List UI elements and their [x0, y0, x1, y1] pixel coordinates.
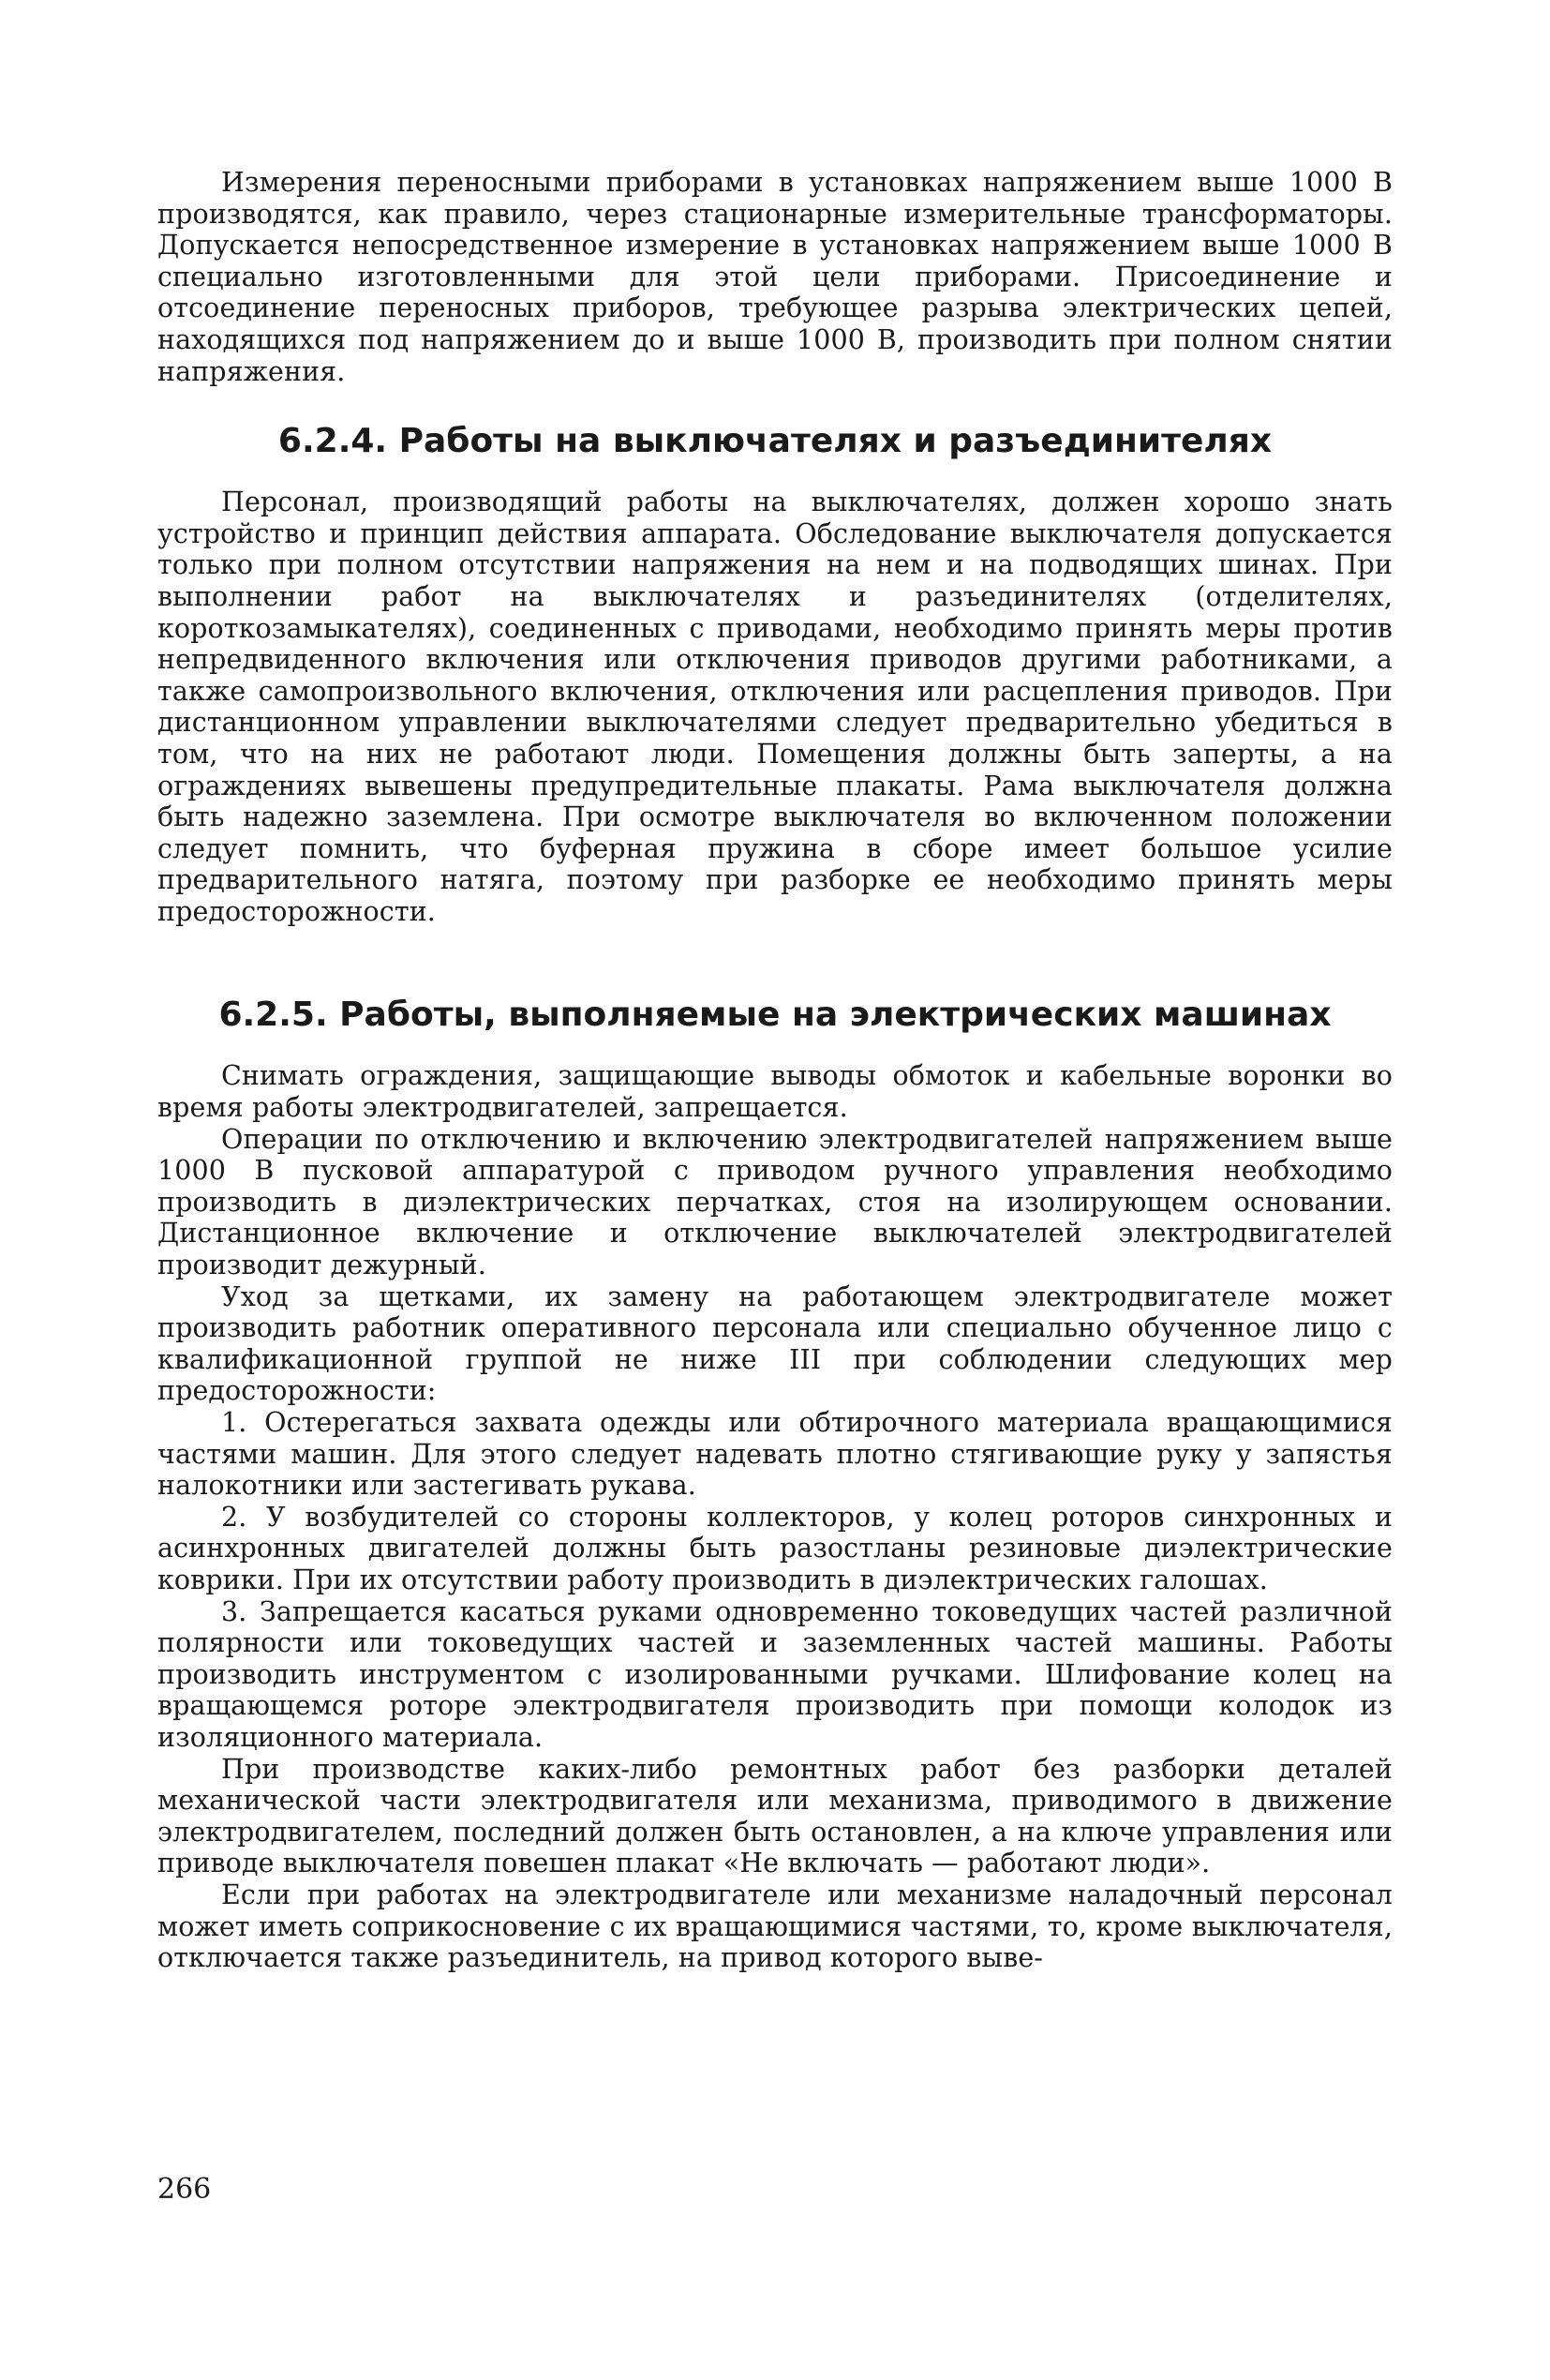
section-6-2-5-paragraph-4: При производстве каких-либо ремонтных работ без разборки деталей механической части электродвигателя или механизма, приводимого в движение электродвигателем, последний должен быть остановлен, а на ключе управления или приводе выключателя повешен плакат «Не включать — работают люди». [157, 1753, 1393, 1879]
intro-paragraph: Измерения переносными приборами в установках напряжением выше 1000 В производятся, как правило, через стационарные измерительные трансформаторы. Допускается непосредственное измерение в установках напряжением выше 1000 В специально изготовленными для этой цели приборами. Присоединение и отсоединение переносных приборов, требующее разрыва электрических цепей, находящихся под напряжением до и выше 1000 В, производить при полном снятии напряжения. [157, 167, 1393, 387]
section-6-2-5-list-item-1: 1. Остерегаться захвата одежды или обтирочного материала вращающимися частями машин. Для этого следует надевать плотно стягивающие руку у запястья налокотники или застегивать рукава. [157, 1407, 1393, 1502]
section-6-2-5-list-item-2: 2. У возбудителей со стороны коллекторов, у колец роторов синхронных и асинхронных двигателей должны быть разостланы резиновые диэлектрические коврики. При их отсутствии работу производить в диэлектрических галошах. [157, 1501, 1393, 1595]
section-6-2-5-paragraph-3: Уход за щетками, их замену на работающем электродвигателе может производить работник оперативного персонала или специально обученное лицо с квалификационной группой не ниже III при соблюдении следующих мер предосторожности: [157, 1280, 1393, 1407]
section-6-2-5-paragraph-1: Снимать ограждения, защищающие выводы обмоток и кабельные воронки во время работы электродвигателей, запрещается. [157, 1060, 1393, 1124]
section-6-2-5-paragraph-5: Если при работах на электродвигателе или механизме наладочный персонал может иметь соприкосновение с их вращающимися частями, то, кроме выключателя, отключается также разъединитель, на привод которого выве- [157, 1879, 1393, 1974]
section-6-2-5-paragraph-2: Операции по отключению и включению электродвигателей напряжением выше 1000 В пусковой аппаратурой с приводом ручного управления необходимо производить в диэлектрических перчатках, стоя на изолирующем основании. Дистанционное включение и отключение выключателей электродвигателей производит дежурный. [157, 1123, 1393, 1281]
page-number: 266 [157, 2173, 212, 2206]
page-body [157, 167, 1393, 1974]
section-6-2-4-heading: 6.2.4. Работы на выключателях и разъединителях [277, 422, 1273, 461]
section-6-2-5-list-item-3: 3. Запрещается касаться руками одновременно токоведущих частей различной полярности или токоведущих частей и заземленных частей машины. Работы производить инструментом с изолированными ручками. Шлифование колец на вращающемся роторе электродвигателя производить при помощи колодок из изоляционного материала. [157, 1595, 1393, 1753]
section-6-2-4-paragraph: Персонал, производящий работы на выключателях, должен хорошо знать устройство и принцип действия аппарата. Обследование выключателя допускается только при полном отсутствии напряжения на нем и на подводящих шинах. При выполнении работ на выключателях и разъединителях (отделителях, короткозамыкателях), соединенных с приводами, необходимо принять меры против непредвиденного включения или отключения приводов другими работниками, а также самопроизвольного включения, отключения или расцепления приводов. При дистанционном управлении выключателями следует предварительно убедиться в том, что на них не работают люди. Помещения должны быть заперты, а на ограждениях вывешены предупредительные плакаты. Рама выключателя должна быть надежно заземлена. При осмотре выключателя во включенном положении следует помнить, что буферная пружина в сборе имеет большое усилие предварительного натяга, поэтому при разборке ее необходимо принять меры предосторожности. [157, 486, 1393, 927]
section-6-2-5-heading: 6.2.5. Работы, выполняемые на электрических машинах [218, 995, 1332, 1035]
